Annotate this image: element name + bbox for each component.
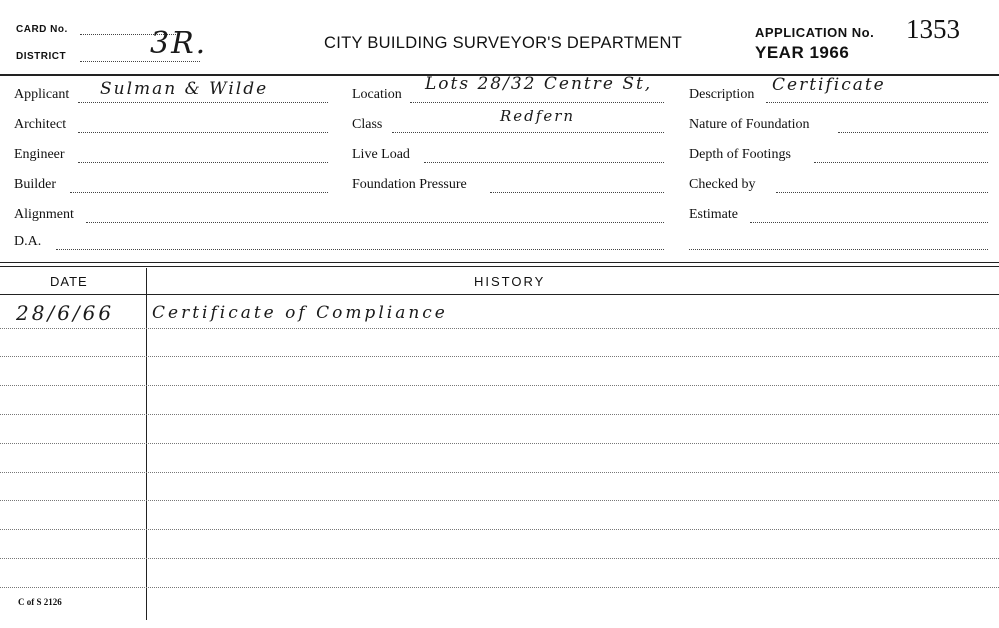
checked-by-line	[776, 192, 988, 193]
history-header: HISTORY	[474, 274, 546, 289]
class-label: Class	[352, 117, 383, 132]
checked-by-label: Checked by	[689, 177, 756, 192]
live-load-label: Live Load	[352, 147, 410, 162]
nature-of-foundation-label: Nature of Foundation	[689, 117, 810, 132]
history-rule-top-2	[0, 266, 999, 267]
depth-of-footings-line	[814, 162, 988, 163]
history-row-line	[0, 443, 999, 444]
live-load-line	[424, 162, 664, 163]
year-label: YEAR 1966	[755, 43, 850, 62]
history-header-rule	[0, 294, 999, 295]
class-line	[392, 132, 664, 133]
description-label: Description	[689, 87, 755, 102]
extra-line-col3	[689, 249, 988, 250]
history-row-line	[0, 414, 999, 415]
location-label: Location	[352, 87, 402, 102]
applicant-value: Sulman & Wilde	[100, 79, 269, 99]
depth-of-footings-label: Depth of Footings	[689, 147, 791, 162]
date-header: DATE	[50, 274, 88, 289]
location-value-2: Redfern	[500, 107, 576, 125]
application-no-value: 1353	[906, 14, 960, 44]
foundation-pressure-label: Foundation Pressure	[352, 177, 467, 192]
description-line	[766, 102, 988, 103]
location-line	[410, 102, 664, 103]
alignment-line	[86, 222, 664, 223]
district-value: 3R.	[150, 26, 208, 61]
history-row-line	[0, 587, 999, 588]
history-row-line	[0, 558, 999, 559]
history-row-line	[0, 385, 999, 386]
alignment-label: Alignment	[14, 207, 74, 222]
card-no-label: CARD No.	[16, 24, 68, 35]
district-line	[80, 61, 200, 62]
application-no-label: APPLICATION No.	[755, 25, 875, 40]
da-label: D.A.	[14, 234, 42, 249]
district-label: DISTRICT	[16, 51, 67, 62]
date-column-divider	[146, 268, 147, 620]
history-row-line	[0, 472, 999, 473]
location-value: Lots 28/32 Centre St,	[425, 74, 653, 94]
history-row-line	[0, 328, 999, 329]
da-line	[56, 249, 664, 250]
department-title: CITY BUILDING SURVEYOR'S DEPARTMENT	[324, 34, 683, 52]
history-row-line	[0, 500, 999, 501]
foundation-pressure-line	[490, 192, 664, 193]
history-entry-text: Certificate of Compliance	[152, 303, 448, 323]
description-value: Certificate	[772, 75, 886, 95]
builder-line	[70, 192, 328, 193]
history-entry-date: 28/6/66	[16, 301, 115, 325]
estimate-label: Estimate	[689, 207, 738, 222]
applicant-label: Applicant	[14, 87, 70, 102]
engineer-label: Engineer	[14, 147, 65, 162]
nature-of-foundation-line	[838, 132, 988, 133]
history-row-line	[0, 356, 999, 357]
builder-label: Builder	[14, 177, 56, 192]
applicant-line	[78, 102, 328, 103]
history-row-line	[0, 529, 999, 530]
estimate-line	[750, 222, 988, 223]
history-rule-top-1	[0, 262, 999, 263]
architect-line	[78, 132, 328, 133]
architect-label: Architect	[14, 117, 67, 132]
form-code: C of S 2126	[18, 597, 62, 607]
engineer-line	[78, 162, 328, 163]
